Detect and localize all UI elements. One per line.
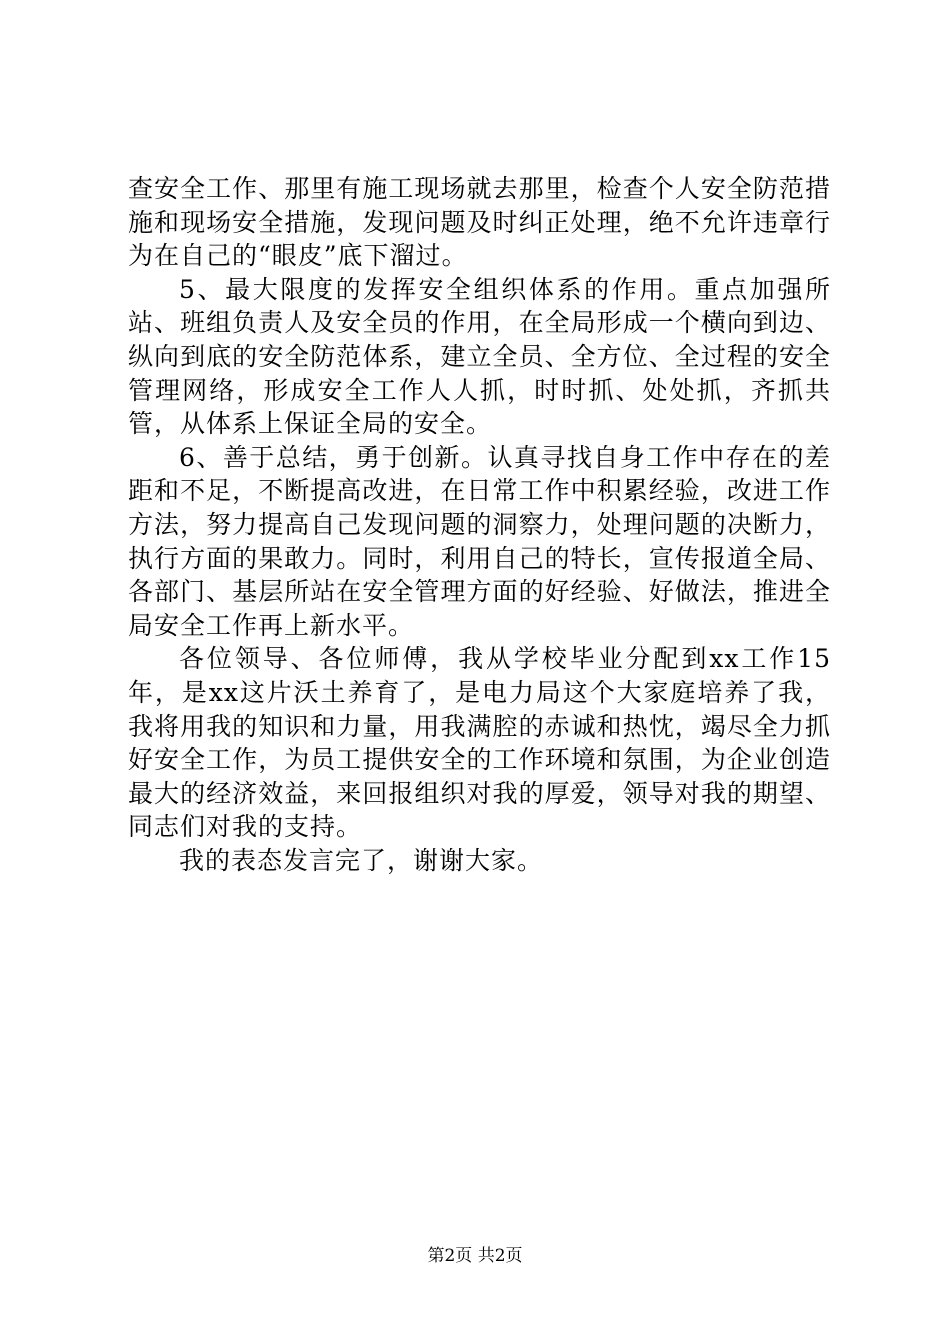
document-body	[128, 172, 831, 877]
paragraph-item-6: 6、善于总结，勇于创新。认真寻找自身工作中存在的差距和不足，不断提高改进，在日常工作中积累经验，改进工作方法，努力提高自己发现问题的洞察力，处理问题的决断力，执行方面的果敢力。同时，利用自己的特长，宣传报道全局、各部门、基层所站在安全管理方面的好经验、好做法，推进全局安全工作再上新水平。	[128, 442, 831, 640]
paragraph-continuation: 查安全工作、那里有施工现场就去那里，检查个人安全防范措施和现场安全措施，发现问题及时纠正处理，绝不允许违章行为在自己的“眼皮”底下溜过。	[128, 174, 831, 271]
page-footer: 第2页 共2页	[427, 1246, 523, 1266]
paragraph-thanks: 我的表态发言完了，谢谢大家。	[179, 845, 544, 875]
paragraph-item-5: 5、最大限度的发挥安全组织体系的作用。重点加强所站、班组负责人及安全员的作用，在全局形成一个横向到边、纵向到底的安全防范体系，建立全员、全方位、全过程的安全管理网络，形成安全工作人人抓，时时抓、处处抓，齐抓共管，从体系上保证全局的安全。	[128, 274, 831, 439]
paragraph-closing-statement: 各位领导、各位师傅，我从学校毕业分配到xx工作15年，是xx这片沃土养育了，是电力局这个大家庭培养了我，我将用我的知识和力量，用我满腔的赤诚和热忱，竭尽全力抓好安全工作，为员工提供安全的工作环境和氛围，为企业创造最大的经济效益，来回报组织对我的厚爱，领导对我的期望、同志们对我的支持。	[128, 644, 831, 842]
